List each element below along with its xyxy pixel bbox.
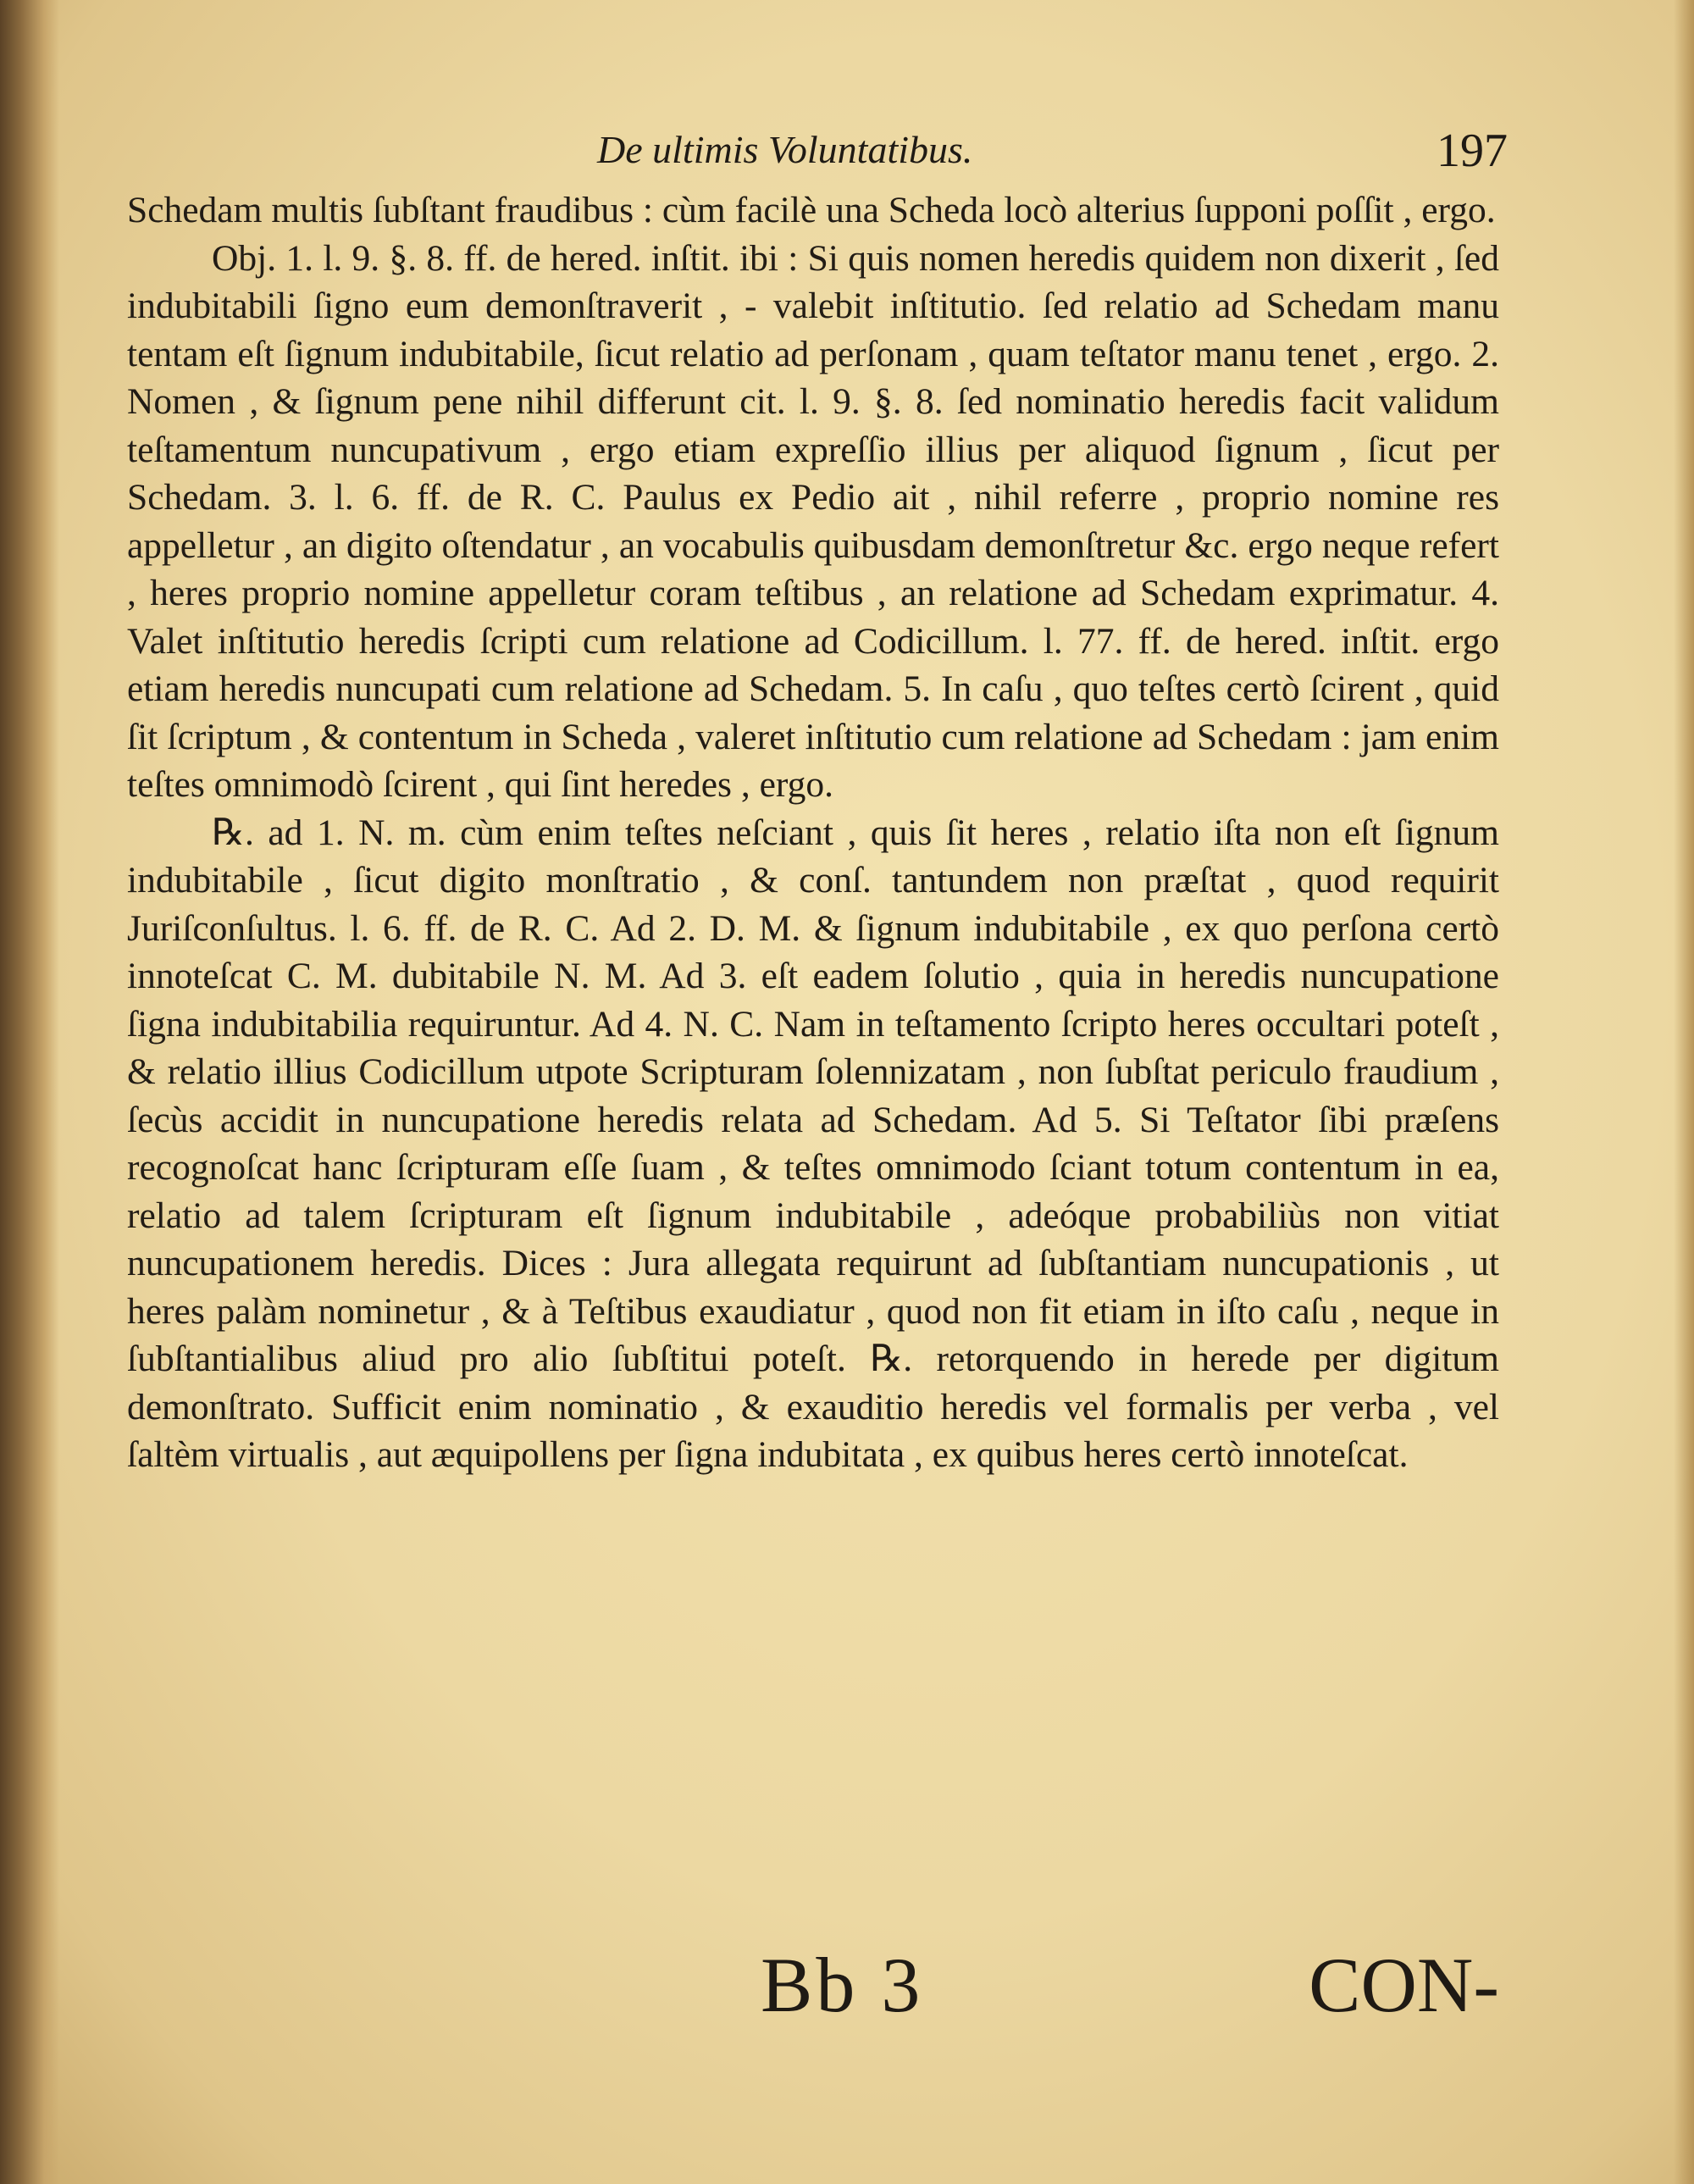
- page-number: 197: [1437, 125, 1508, 177]
- signature-mark: Bb 3: [761, 1942, 924, 2028]
- body-text: [127, 186, 1499, 1479]
- running-title: De ultimis Voluntatibus.: [597, 128, 973, 171]
- paragraph: Schedam multis ſubſtant fraudibus : cùm facilè una Scheda locò alterius ſupponi poſſit , ergo.: [127, 190, 1496, 230]
- page-gutter: [0, 0, 59, 2184]
- paragraph: Obj. 1. l. 9. §. 8. ff. de hered. inſtit. ibi : Si quis nomen heredis quidem non dixerit , ſed indubitabili ſigno eum demonſtraverit , - valebit inſtitutio. ſed relatio ad Schedam manu tentam eſt ſignum indubitabile, ſicut relatio ad perſonam , quam teſtator manu tenet , ergo. 2. Nomen , & ſignum pene nihil differunt cit. l. 9. §. 8. ſed nominatio heredis facit validum teſtamentum nuncupativum , ergo etiam expreſſio illius per aliquod ſignum , ſicut per Schedam. 3. l. 6. ff. de R. C. Paulus ex Pedio ait , nihil referre , proprio nomine res appelletur , an digito oſtendatur , an vocabulis quibusdam demonſtretur &c. ergo neque refert , heres proprio nomine appelletur coram teſtibus , an relatione ad Schedam exprimatur. 4. Valet inſtitutio heredis ſcripti cum relatione ad Codicillum. l. 77. ff. de hered. inſtit. ergo etiam heredis nuncupati cum relatione ad Schedam. 5. In caſu , quo teſtes certò ſcirent , quid ſit ſcriptum , & contentum in Scheda , valeret inſtitutio cum relatione ad Schedam : jam enim teſtes omnimodò ſcirent , qui ſint heredes , ergo.: [127, 237, 1499, 805]
- page-footer: [127, 1940, 1499, 2042]
- running-head: [127, 127, 1508, 186]
- catchword: CON-: [1309, 1942, 1499, 2028]
- paragraph: ℞. ad 1. N. m. cùm enim teſtes neſciant , quis ſit heres , relatio iſta non eſt ſignum indubitabile , ſicut digito monſtratio , & conſ. tantundem non præſtat , quod requirit Juriſconſultus. l. 6. ff. de R. C. Ad 2. D. M. & ſignum indubitabile , ex quo perſona certò innoteſcat C. M. dubitabile N. M. Ad 3. eſt eadem ſolutio , quia in heredis nuncupatione ſigna indubitabilia requiruntur. Ad 4. N. C. Nam in teſtamento ſcripto heres occultari poteſt , & relatio illius Codicillum utpote Scripturam ſolennizatam , non ſubſtat periculo fraudium , ſecùs accidit in nuncupatione heredis relata ad Schedam. Ad 5. Si Teſtator ſibi præſens recognoſcat hanc ſcripturam eſſe ſuam , & teſtes omnimodo ſciant totum contentum in ea, relatio ad talem ſcripturam eſt ſignum indubitabile , adeóque probabiliùs non vitiat nuncupationem heredis. Dices : Jura allegata requirunt ad ſubſtantiam nuncupationis , ut heres palàm nominetur , & à Teſtibus exaudiatur , quod non fit etiam in iſto caſu , neque in ſubſtantialibus aliud pro alio ſubſtitui poteſt. ℞. retorquendo in herede per digitum demonſtrato. Sufficit enim nominatio , & exauditio heredis vel formalis per verba , vel ſaltèm virtualis , aut æquipollens per ſigna indubitata , ex quibus heres certò innoteſcat.: [127, 812, 1499, 1475]
- page-edge: [1674, 0, 1694, 2184]
